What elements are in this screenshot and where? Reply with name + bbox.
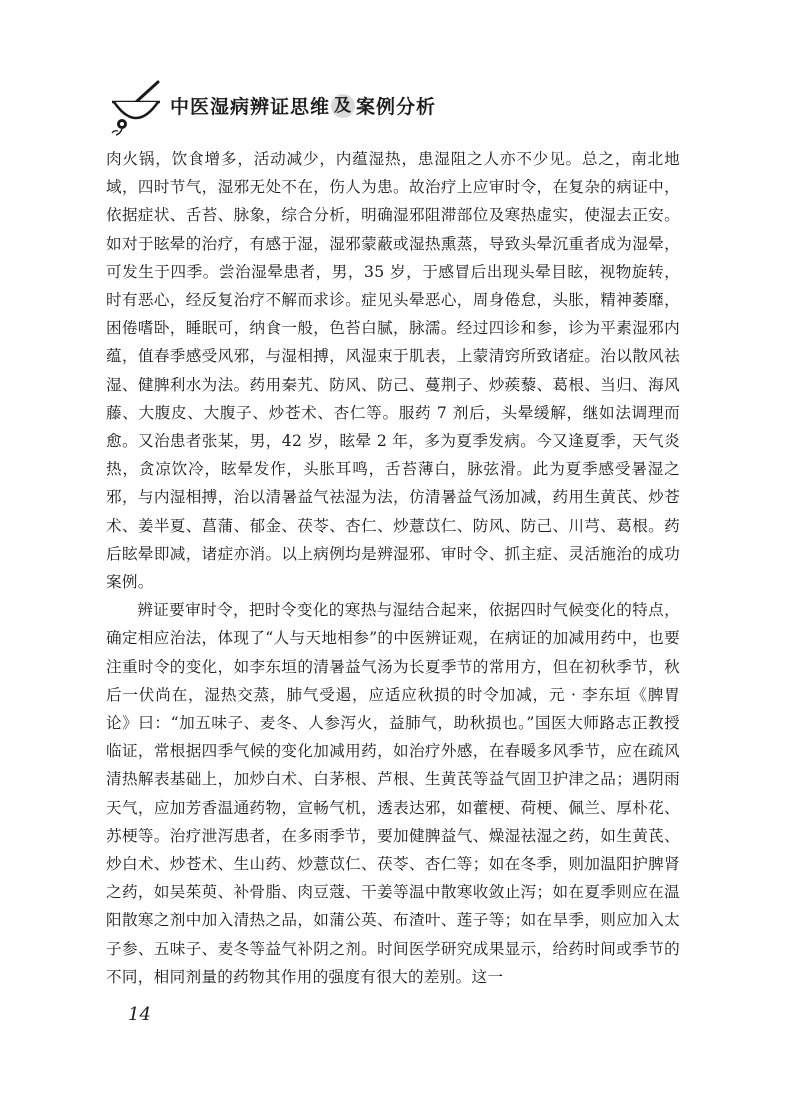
paragraph-continued: 肉火锅，饮食增多，活动减少，内蕴湿热，患湿阻之人亦不少见。总之，南北地域，四时节气，湿邪无处不在，伤人为患。故治疗上应审时令，在复杂的病证中，依据症状、舌苔、脉象，综合分析，明确湿邪阻滞部位及寒热虚实，使湿去正安。如对于眩晕的治疗，有感于湿，湿邪蒙蔽或湿热熏蒸，导致头晕沉重者成为湿晕，可发生于四季。尝治湿晕患者，男，35 岁，于感冒后出现头晕目眩，视物旋转，时有恶心，经反复治疗不解而求诊。症见头晕恶心，周身倦怠，头胀，精神萎靡，困倦嗜卧，睡眠可，纳食一般，色苔白腻，脉濡。经过四诊和参，诊为平素湿邪内蕴，值春季感受风邪，与湿相搏，风湿束于肌表，上蒙清窍所致诸症。治以散风祛湿、健脾利水为法。药用秦艽、防风、防己、蔓荆子、炒蒺藜、葛根、当归、海风藤、大腹皮、大腹子、炒苍术、杏仁等。服药 7 剂后，头晕缓解，继如法调理而愈。又治患者张某，男，42 岁，眩晕 2 年，多为夏季发病。今又逢夏季，天气炎热，贪凉饮冷，眩晕发作，头胀耳鸣，舌苔薄白，脉弦滑。此为夏季感受暑湿之邪，与内湿相搏，治以清暑益气祛湿为法，仿清暑益气汤加减，药用生黄芪、炒苍术、姜半夏、菖蒲、郁金、茯苓、杏仁、炒薏苡仁、防风、防己、川芎、葛根。药后眩晕即减，诸症亦消。以上病例均是辨湿邪、审时令、抓主症、灵活施治的成功案例。 [106, 150, 680, 592]
page-number: 14 [128, 1004, 151, 1025]
book-title-part2: 案例分析 [356, 96, 437, 118]
book-title-ji-badge: 及 [331, 94, 355, 118]
book-title [170, 94, 436, 120]
mortar-pestle-logo-icon [106, 78, 166, 136]
paragraph: 辨证要审时令，把时令变化的寒热与湿结合起来，依据四时气候变化的特点，确定相应治法，体现了“人与天地相参”的中医辨证观，在病证的加减用药中，也要注重时令的变化，如李东垣的清暑益气汤为长夏季节的常用方，但在初秋季节，秋后一伏尚在，湿热交蒸，肺气受遏，应适应秋损的时令加减，元 · 李东垣《脾胃论》曰：“加五味子、麦冬、人参泻火，益肺气，助秋损也。”国医大师路志正教授临证，常根据四季气候的变化加减用药，如治疗外感，在春暖多风季节，应在疏风清热解表基础上，加炒白术、白茅根、芦根、生黄芪等益气固卫护津之品；遇阴雨天气，应加芳香温通药物，宣畅气机，透表达邪，如藿梗、荷梗、佩兰、厚朴花、苏梗等。治疗泄泻患者，在多雨季节，要加健脾益气、燥湿祛湿之药，如生黄芪、炒白术、炒苍术、生山药、炒薏苡仁、茯苓、杏仁等；如在冬季，则加温阳护脾肾之药，如吴茱萸、补骨脂、肉豆蔻、干姜等温中散寒收敛止泻；如在夏季则应在温阳散寒之剂中加入清热之品，如蒲公英、布渣叶、莲子等；如在旱季，则应加入太子参、五味子、麦冬等益气补阴之剂。时间医学研究成果显示，给药时间或季节的不同，相同剂量的药物其作用的强度有很大的差别。这一 [106, 601, 680, 986]
running-header [106, 70, 686, 140]
body-text [106, 145, 680, 991]
book-title-part1: 中医湿病辨证思维 [170, 96, 331, 118]
